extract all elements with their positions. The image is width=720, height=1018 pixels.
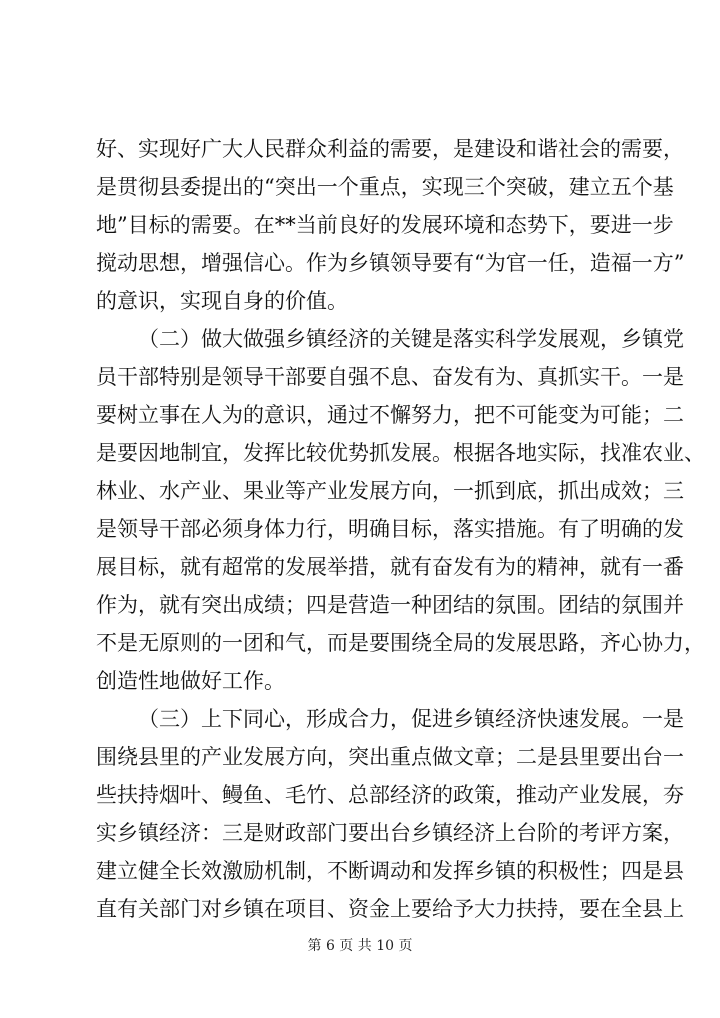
paragraph-3-line-4: 实乡镇经济：三是财政部门要出台乡镇经济上台阶的考评方案， — [96, 821, 684, 845]
paragraph-2-line-10: 创造性地做好工作。 — [96, 669, 285, 693]
paragraph-1-line-5: 的意识，实现自身的价值。 — [96, 289, 348, 313]
page-footer: 第 6 页 共 10 页 — [307, 938, 413, 954]
paragraph-2-line-7: 展目标，就有超常的发展举措，就有奋发有为的精神，就有一番 — [96, 555, 684, 579]
paragraph-2-line-2: 员干部特别是领导干部要自强不息、奋发有为、真抓实干。一是 — [96, 365, 684, 389]
paragraph-1-line-2: 是贯彻县委提出的“突出一个重点，实现三个突破，建立五个基 — [96, 175, 674, 199]
paragraph-1-line-1: 好、实现好广大人民群众利益的需要，是建设和谐社会的需要， — [96, 137, 684, 161]
paragraph-2-line-1: （二）做大做强乡镇经济的关键是落实科学发展观，乡镇党 — [138, 327, 684, 351]
paragraph-1-line-3: 地”目标的需要。在**当前良好的发展环境和态势下，要进一步 — [96, 213, 674, 237]
paragraph-1-line-4: 搅动思想，增强信心。作为乡镇领导要有“为官一任，造福一方” — [96, 251, 685, 275]
paragraph-2-line-4: 是要因地制宜，发挥比较优势抓发展。根据各地实际，找准农业、 — [96, 441, 705, 465]
paragraph-2-line-6: 是领导干部必须身体力行，明确目标，落实措施。有了明确的发 — [96, 517, 684, 541]
paragraph-3-line-6: 直有关部门对乡镇在项目、资金上要给予大力扶持，要在全县上 — [96, 897, 684, 921]
paragraph-3-line-1: （三）上下同心，形成合力，促进乡镇经济快速发展。一是 — [138, 707, 684, 731]
paragraph-2-line-9: 不是无原则的一团和气，而是要围绕全局的发展思路，齐心协力， — [96, 631, 705, 655]
paragraph-3-line-3: 些扶持烟叶、鳗鱼、毛竹、总部经济的政策，推动产业发展，夯 — [96, 783, 684, 807]
paragraph-2-line-3: 要树立事在人为的意识，通过不懈努力，把不可能变为可能；二 — [96, 403, 684, 427]
paragraph-3-line-2: 围绕县里的产业发展方向，突出重点做文章；二是县里要出台一 — [96, 745, 684, 769]
paragraph-3-line-5: 建立健全长效激励机制，不断调动和发挥乡镇的积极性；四是县 — [96, 859, 684, 883]
paragraph-2-line-5: 林业、水产业、果业等产业发展方向，一抓到底，抓出成效；三 — [96, 479, 684, 503]
paragraph-2-line-8: 作为，就有突出成绩；四是营造一种团结的氛围。团结的氛围并 — [96, 593, 684, 617]
